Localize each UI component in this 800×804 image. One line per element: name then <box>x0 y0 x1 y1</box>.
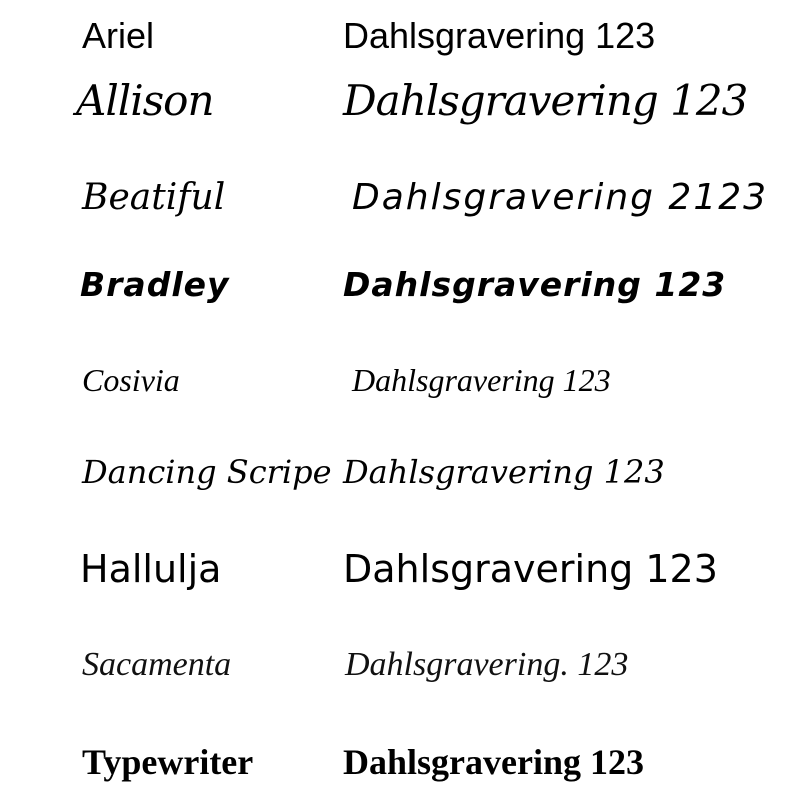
font-name: Dancing Scripe <box>82 453 332 491</box>
font-name: Bradley <box>80 265 230 304</box>
font-row-cosivia <box>0 364 800 424</box>
font-sample-text: Dahlsgravering. 123 <box>345 646 629 683</box>
font-sample-text: Dahlsgravering 123 <box>343 15 656 56</box>
font-sample-text: Dahlsgravering 123 <box>343 265 727 304</box>
font-name: Allison <box>76 76 214 125</box>
font-name: Typewriter <box>82 742 254 782</box>
font-row-typewriter <box>0 744 800 804</box>
font-sample-text: Dahlsgravering 123 <box>352 362 611 398</box>
font-row-allison <box>0 76 800 140</box>
font-name: Cosivia <box>82 362 180 398</box>
font-sample-text: Dahlsgravering 123 <box>343 453 665 491</box>
font-name: Beatiful <box>82 177 226 218</box>
font-row-hallulja <box>0 547 800 610</box>
font-row-sacamenta <box>0 648 800 708</box>
font-sample-text: Dahlsgravering 123 <box>343 76 748 125</box>
font-sample-text: Dahlsgravering 2123 <box>352 177 769 218</box>
font-sample-text: Dahlsgravering 123 <box>343 742 644 782</box>
font-sample-text: Dahlsgravering 123 <box>343 547 718 591</box>
font-name: Ariel <box>82 15 155 56</box>
font-row-beatiful <box>0 177 800 240</box>
font-name: Hallulja <box>80 547 222 591</box>
font-name: Sacamenta <box>82 646 232 683</box>
font-row-dancing-scripe <box>0 453 800 516</box>
font-row-bradley <box>0 265 800 328</box>
font-row-ariel <box>0 15 800 78</box>
